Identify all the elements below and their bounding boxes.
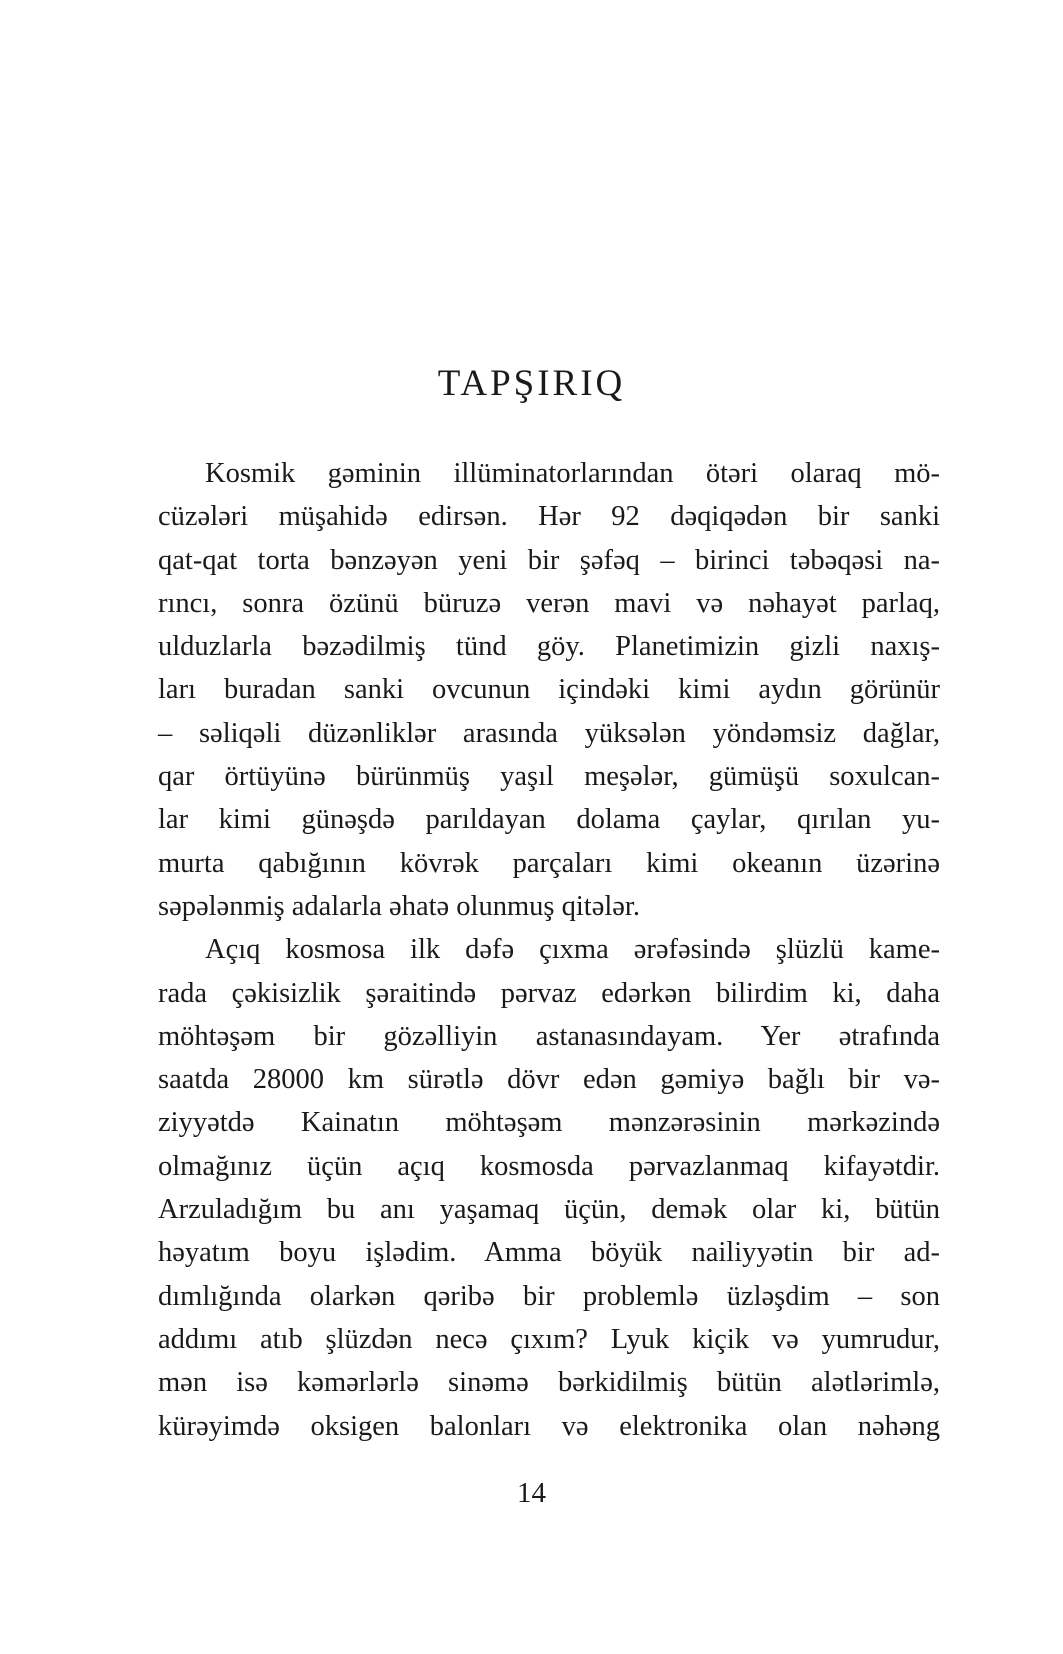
text-line: rada çəkisizlik şəraitində pərvaz edərkən bilirdim ki, daha (158, 977, 940, 1009)
text-line: möhtəşəm bir gözəlliyin astanasındayam. Yer ətrafında (158, 1020, 940, 1052)
text-line: ları buradan sanki ovcunun içindəki kimi aydın görünür (158, 674, 940, 706)
text-line: Açıq kosmosa ilk dəfə çıxma ərəfəsində şlüzlü kame- (205, 934, 940, 966)
text-line: qat-qat torta bənzəyən yeni bir şəfəq – birinci təbəqəsi na- (158, 544, 940, 576)
text-line: addımı atıb şlüzdən necə çıxım? Lyuk kiçik və yumrudur, (158, 1323, 940, 1355)
page-number: 14 (517, 1477, 546, 1509)
chapter-title: TAPŞIRIQ (437, 363, 626, 404)
text-line: həyatım boyu işlədim. Amma böyük nailiyyətin bir ad- (158, 1237, 940, 1269)
text-line: mən isə kəmərlərlə sinəmə bərkidilmiş bütün alətlərimlə, (158, 1367, 940, 1399)
text-line: səpələnmiş adalarla əhatə olunmuş qitələr. (158, 890, 640, 922)
text-line: rıncı, sonra özünü büruzə verən mavi və nəhayət parlaq, (158, 587, 940, 619)
text-line: Arzuladığım bu anı yaşamaq üçün, demək olar ki, bütün (158, 1194, 940, 1226)
text-line: cüzələri müşahidə edirsən. Hər 92 dəqiqədən bir sanki (158, 501, 940, 533)
text-line: saatda 28000 km sürətlə dövr edən gəmiyə bağlı bir və- (158, 1064, 940, 1096)
body-text (158, 452, 940, 1448)
text-line: dımlığında olarkən qəribə bir problemlə üzləşdim – son (158, 1280, 940, 1312)
text-line: kürəyimdə oksigen balonları və elektronika olan nəhəng (158, 1410, 940, 1442)
text-line: – səliqəli düzənliklər arasında yüksələn yöndəmsiz dağlar, (158, 717, 940, 749)
text-line: lar kimi günəşdə parıldayan dolama çaylar, qırılan yu- (158, 804, 940, 836)
text-line: olmağınız üçün açıq kosmosda pərvazlanmaq kifayətdir. (158, 1150, 940, 1182)
text-line: ulduzlarla bəzədilmiş tünd göy. Planetimizin gizli naxış- (158, 631, 940, 663)
paragraph-2 (158, 928, 940, 1448)
text-line: Kosmik gəminin illüminatorlarından ötəri olaraq mö- (205, 458, 940, 489)
paragraph-1 (158, 452, 940, 928)
text-line: murta qabığının kövrək parçaları kimi okeanın üzərinə (158, 847, 940, 879)
text-line: ziyyətdə Kainatın möhtəşəm mənzərəsinin mərkəzində (158, 1107, 940, 1139)
text-line: qar örtüyünə bürünmüş yaşıl meşələr, gümüşü soxulcan- (158, 761, 940, 793)
